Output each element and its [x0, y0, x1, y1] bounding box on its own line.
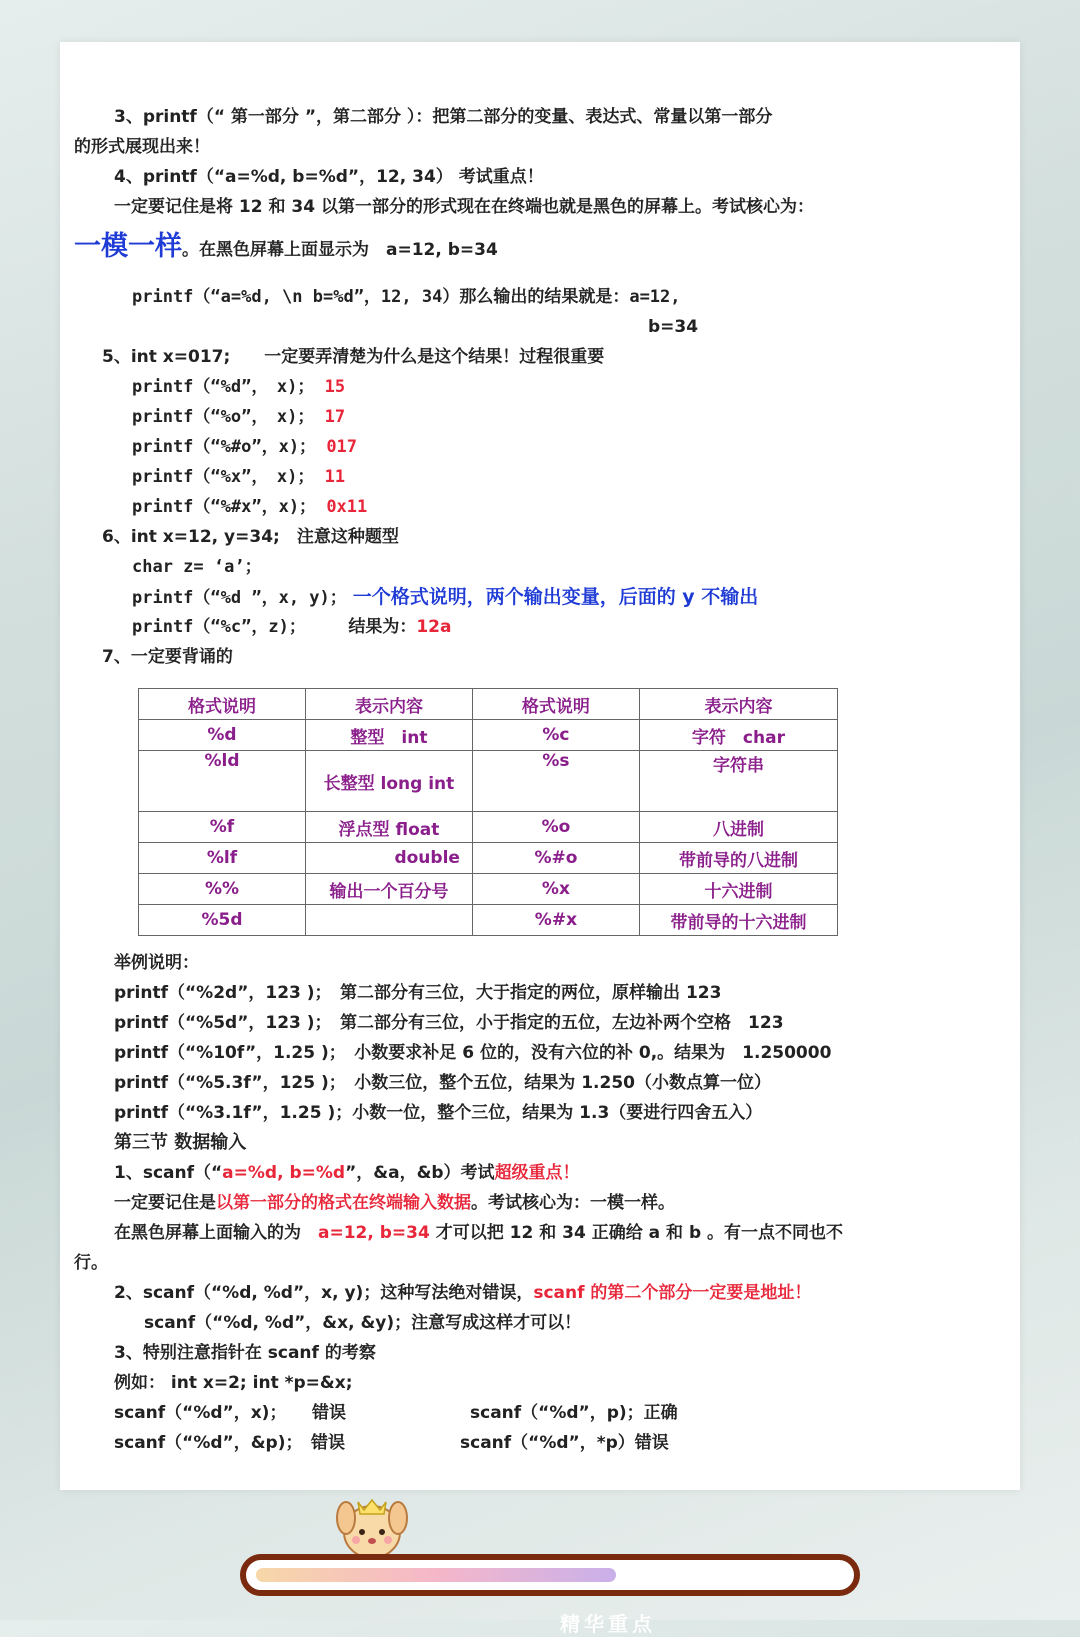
table-header-cell: 表示内容 — [305, 689, 472, 720]
example-line: printf（“%5.3f”，125 )； 小数三位，整个五位，结果为 1.250（小数点算一位） — [114, 1073, 771, 1093]
code-text: printf（“%#x”，x)； — [132, 497, 317, 517]
line-printf-3: 3、printf（“ 第一部分 ”，第二部分 ）：把第二部分的变量、表达式、常量以第一部分 — [114, 107, 773, 127]
code-text: printf（“%x”， x)； — [132, 467, 315, 487]
table-cell: %x — [472, 874, 639, 905]
scanf-text: 一定要记住是 — [114, 1193, 216, 1213]
code-result: 017 — [326, 437, 358, 457]
table-row — [139, 812, 838, 843]
line-example-pointer: 例如： int x=2; int *p=&x; — [114, 1373, 353, 1393]
table-header-cell: 格式说明 — [139, 689, 306, 720]
table-row — [139, 874, 838, 905]
table-cell: 十六进制 — [639, 874, 837, 905]
code-result: 11 — [324, 467, 346, 487]
table-header-row — [139, 689, 838, 720]
progress-bar — [240, 1554, 860, 1596]
line-int-x: 5、int x=017; 一定要弄清楚为什么是这个结果！过程很重要 — [102, 347, 605, 367]
line-scanf-remember — [114, 1192, 675, 1214]
line-printf-3-cont: 的形式展现出来！ — [74, 137, 210, 157]
table-cell: 字符串 — [639, 751, 837, 812]
table-cell: %c — [472, 720, 639, 751]
scanf-highlight: a=12, b=34 — [318, 1223, 430, 1243]
line-int-xy: 6、int x=12, y=34; 注意这种题型 — [102, 527, 399, 547]
line-newline-result: b=34 — [648, 317, 699, 337]
table-cell: %lf — [139, 843, 306, 874]
code-text: printf（“%o”， x)； — [132, 407, 315, 427]
line-scanf-1 — [114, 1162, 580, 1184]
line-memorize: 7、一定要背诵的 — [102, 647, 233, 667]
code-text: printf（“%#o”，x)； — [132, 437, 317, 457]
scanf-highlight: 超级重点！ — [494, 1163, 580, 1183]
line-scanf-2 — [114, 1282, 811, 1304]
table-cell: %% — [139, 874, 306, 905]
table-row — [139, 905, 838, 936]
table-cell: 整型 int — [305, 720, 472, 751]
code-text: printf（“%d”， x)； — [132, 377, 315, 397]
code-printf-x — [132, 466, 345, 488]
table-cell: %d — [139, 720, 306, 751]
scanf-highlight: scanf 的第二个部分一定要是地址！ — [533, 1283, 812, 1303]
table-header-cell: 表示内容 — [639, 689, 837, 720]
table-cell: 浮点型 float — [305, 812, 472, 843]
code-char-z: char z= ‘a’； — [132, 557, 262, 577]
line-scanf-p: scanf（“%d”，p)；正确 — [470, 1403, 678, 1423]
identical-highlight: 一模一样 — [74, 231, 182, 262]
code-result: 12a — [416, 617, 452, 637]
code-printf-d — [132, 376, 345, 398]
code-text: printf（“%c”，z)； 结果为： — [132, 617, 417, 637]
code-printf-hash-x — [132, 496, 367, 518]
line-scanf-x: scanf（“%d”，x)； 错误 — [114, 1403, 346, 1423]
example-line: printf（“%10f”，1.25 )； 小数要求补足 6 位的，没有六位的补 0,。结果为 1.250000 — [114, 1043, 832, 1063]
scanf-text: ”，&a，&b）考试 — [345, 1163, 495, 1183]
table-row — [139, 720, 838, 751]
scanf-highlight: 以第一部分的格式在终端输入数据 — [216, 1193, 471, 1213]
table-cell: 八进制 — [639, 812, 837, 843]
line-scanf-input — [114, 1222, 843, 1244]
format-note: 一个格式说明，两个输出变量，后面的 y 不输出 — [352, 586, 759, 608]
format-table — [138, 688, 838, 936]
scanf-text: 1、scanf（“ — [114, 1163, 223, 1183]
table-row — [139, 843, 838, 874]
code-printf-o — [132, 406, 345, 428]
line-identical — [74, 231, 498, 262]
code-text: printf（“%d ”，x, y)； — [132, 588, 347, 608]
example-line: printf（“%3.1f”，1.25 )；小数一位，整个三位，结果为 1.3（要进行四舍五入） — [114, 1103, 763, 1123]
table-cell: %s — [472, 751, 639, 812]
example-line: printf（“%5d”，123 )； 第二部分有三位，小于指定的五位，左边补两个空格 123 — [114, 1013, 784, 1033]
table-cell: 长整型 long int — [305, 751, 472, 812]
line-remember: 一定要记住是将 12 和 34 以第一部分的形式现在在终端也就是黑色的屏幕上。考试核心为： — [114, 197, 814, 217]
line-printf-4: 4、printf（“a=%d, b=%d”，12, 34） 考试重点！ — [114, 167, 544, 187]
code-result: 15 — [324, 377, 346, 397]
line-scanf-3: 3、特别注意指针在 scanf 的考察 — [114, 1343, 376, 1363]
line-scanf-correct: scanf（“%d, %d”，&x, &y)；注意写成这样才可以！ — [144, 1313, 582, 1333]
table-row — [139, 751, 838, 812]
table-cell: %o — [472, 812, 639, 843]
line-scanf-amp-p: scanf（“%d”，&p)； 错误 — [114, 1433, 345, 1453]
code-printf-hash-o — [132, 436, 357, 458]
code-printf-c — [132, 616, 451, 638]
scanf-format: a=%d, b=%d — [222, 1163, 346, 1183]
table-header-cell: 格式说明 — [472, 689, 639, 720]
table-cell: double — [305, 843, 472, 874]
scanf-text: 在黑色屏幕上面输入的为 — [114, 1223, 318, 1243]
table-cell: %5d — [139, 905, 306, 936]
code-result: 17 — [324, 407, 346, 427]
table-cell: 带前导的十六进制 — [639, 905, 837, 936]
code-printf-xy — [132, 586, 758, 609]
scanf-text: 2、scanf（“%d, %d”，x, y)；这种写法绝对错误， — [114, 1283, 534, 1303]
identical-rest: 。在黑色屏幕上面显示为 a=12, b=34 — [182, 240, 498, 260]
scanf-text: 才可以把 12 和 34 正确给 a 和 b 。有一点不同也不 — [429, 1223, 844, 1243]
table-cell: 带前导的八进制 — [639, 843, 837, 874]
example-line: printf（“%2d”，123 )； 第二部分有三位，大于指定的两位，原样输出 123 — [114, 983, 722, 1003]
document-page — [60, 42, 1020, 1490]
table-cell: 输出一个百分号 — [305, 874, 472, 905]
table-cell: %f — [139, 812, 306, 843]
table-cell: %#o — [472, 843, 639, 874]
table-cell: %#x — [472, 905, 639, 936]
line-scanf-star-p: scanf（“%d”，*p）错误 — [460, 1433, 669, 1453]
footer-text: 精华重点 — [560, 1612, 656, 1636]
progress-fill — [256, 1568, 616, 1582]
scanf-text: 。考试核心为：一模一样。 — [471, 1193, 675, 1213]
code-result: 0x11 — [326, 497, 368, 517]
examples-title: 举例说明： — [114, 953, 199, 973]
line-scanf-input-cont: 行。 — [74, 1253, 108, 1273]
table-cell — [305, 905, 472, 936]
section-heading: 第三节 数据输入 — [114, 1132, 247, 1153]
table-cell: %ld — [139, 751, 306, 812]
line-newline-example: printf（“a=%d, \n b=%d”，12, 34）那么输出的结果就是：a=12, — [132, 287, 681, 307]
table-cell: 字符 char — [639, 720, 837, 751]
